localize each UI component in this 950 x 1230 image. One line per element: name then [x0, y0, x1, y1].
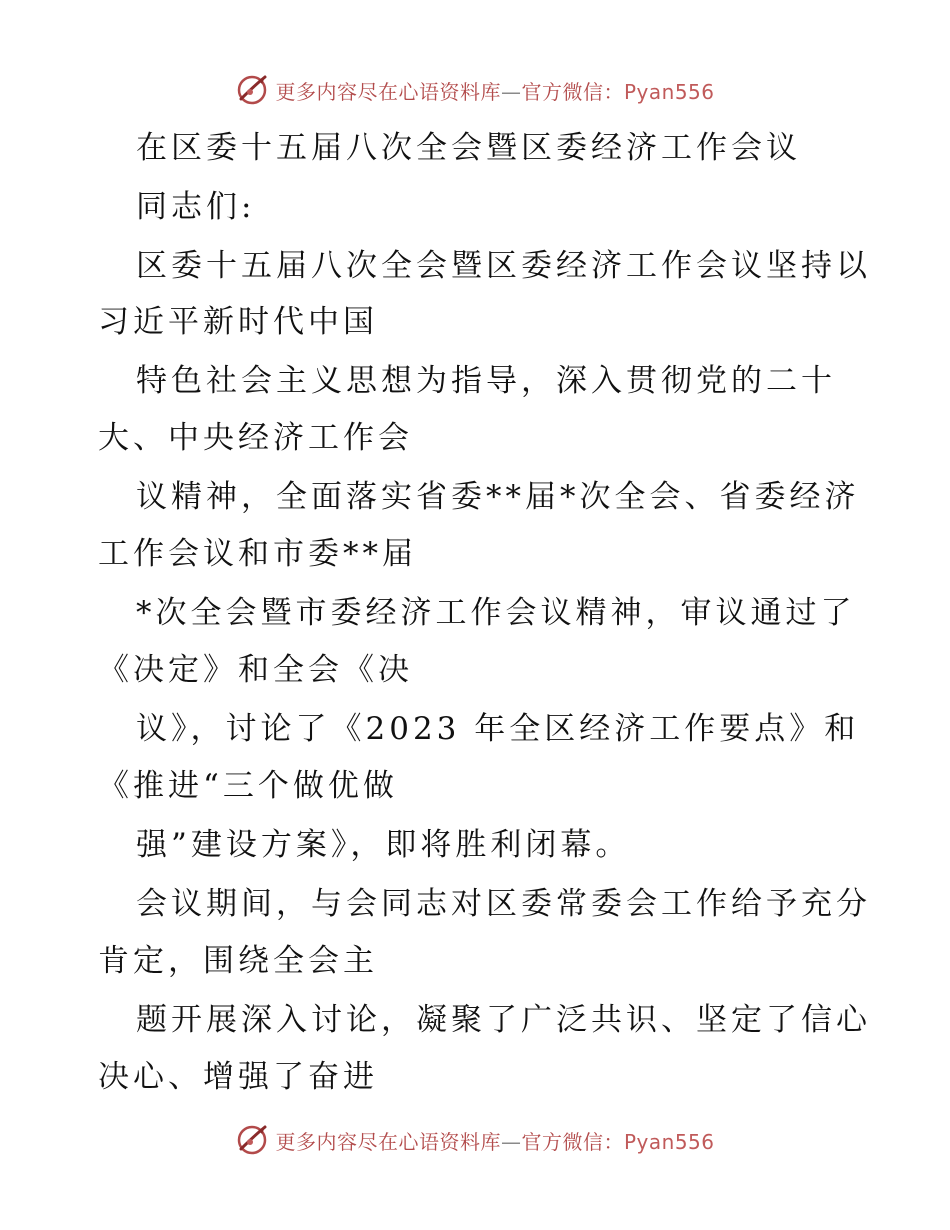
- paragraph-line: 会议期间，与会同志对区委常委会工作给予充分: [136, 886, 871, 922]
- paragraph-line: 工作会议和市委**届: [98, 536, 417, 572]
- header-wechat-id: Pyan556: [623, 79, 715, 104]
- header-separator: —: [500, 79, 522, 104]
- footer-wechat-label: 官方微信：: [521, 1129, 624, 1154]
- paragraph-line: 特色社会主义思想为指导，深入贯彻党的二十: [136, 363, 836, 399]
- paragraph-line: 大、中央经济工作会: [98, 420, 413, 456]
- header-site-text: 更多内容尽在心语资料库: [275, 79, 501, 104]
- footer-banner-text: [275, 1126, 714, 1155]
- salutation-line: 同志们:: [136, 189, 256, 225]
- paragraph-line: 决心、增强了奋进: [98, 1059, 378, 1095]
- footer-wechat-id: Pyan556: [623, 1129, 715, 1154]
- paragraph-line: *次全会暨市委经济工作会议精神，审议通过了: [136, 595, 856, 631]
- paragraph-line: 《推进“三个做优做: [98, 768, 398, 804]
- footer-site-text: 更多内容尽在心语资料库: [275, 1129, 501, 1154]
- paragraph-line: 议》，讨论了《2023 年全区经济工作要点》和: [136, 711, 860, 747]
- paragraph-line: 肯定，围绕全会主: [98, 943, 378, 979]
- footer-separator: —: [500, 1129, 522, 1154]
- pen-logo-icon: [235, 1123, 269, 1157]
- header-wechat-label: 官方微信：: [521, 79, 624, 104]
- pen-logo-icon: [235, 73, 269, 107]
- paragraph-line: 区委十五届八次全会暨区委经济工作会议坚持以: [136, 248, 871, 284]
- document-title-line: 在区委十五届八次全会暨区委经济工作会议: [136, 130, 801, 166]
- header-banner: [0, 70, 950, 110]
- paragraph-line: 强”建设方案》，即将胜利闭幕。: [136, 827, 631, 863]
- footer-banner: [0, 1120, 950, 1160]
- paragraph-line: 习近平新时代中国: [98, 304, 378, 340]
- paragraph-line: 《决定》和全会《决: [98, 652, 413, 688]
- paragraph-line: 题开展深入讨论，凝聚了广泛共识、坚定了信心: [136, 1002, 871, 1038]
- header-banner-text: [275, 76, 714, 105]
- paragraph-line: 议精神，全面落实省委**届*次全会、省委经济: [136, 479, 860, 515]
